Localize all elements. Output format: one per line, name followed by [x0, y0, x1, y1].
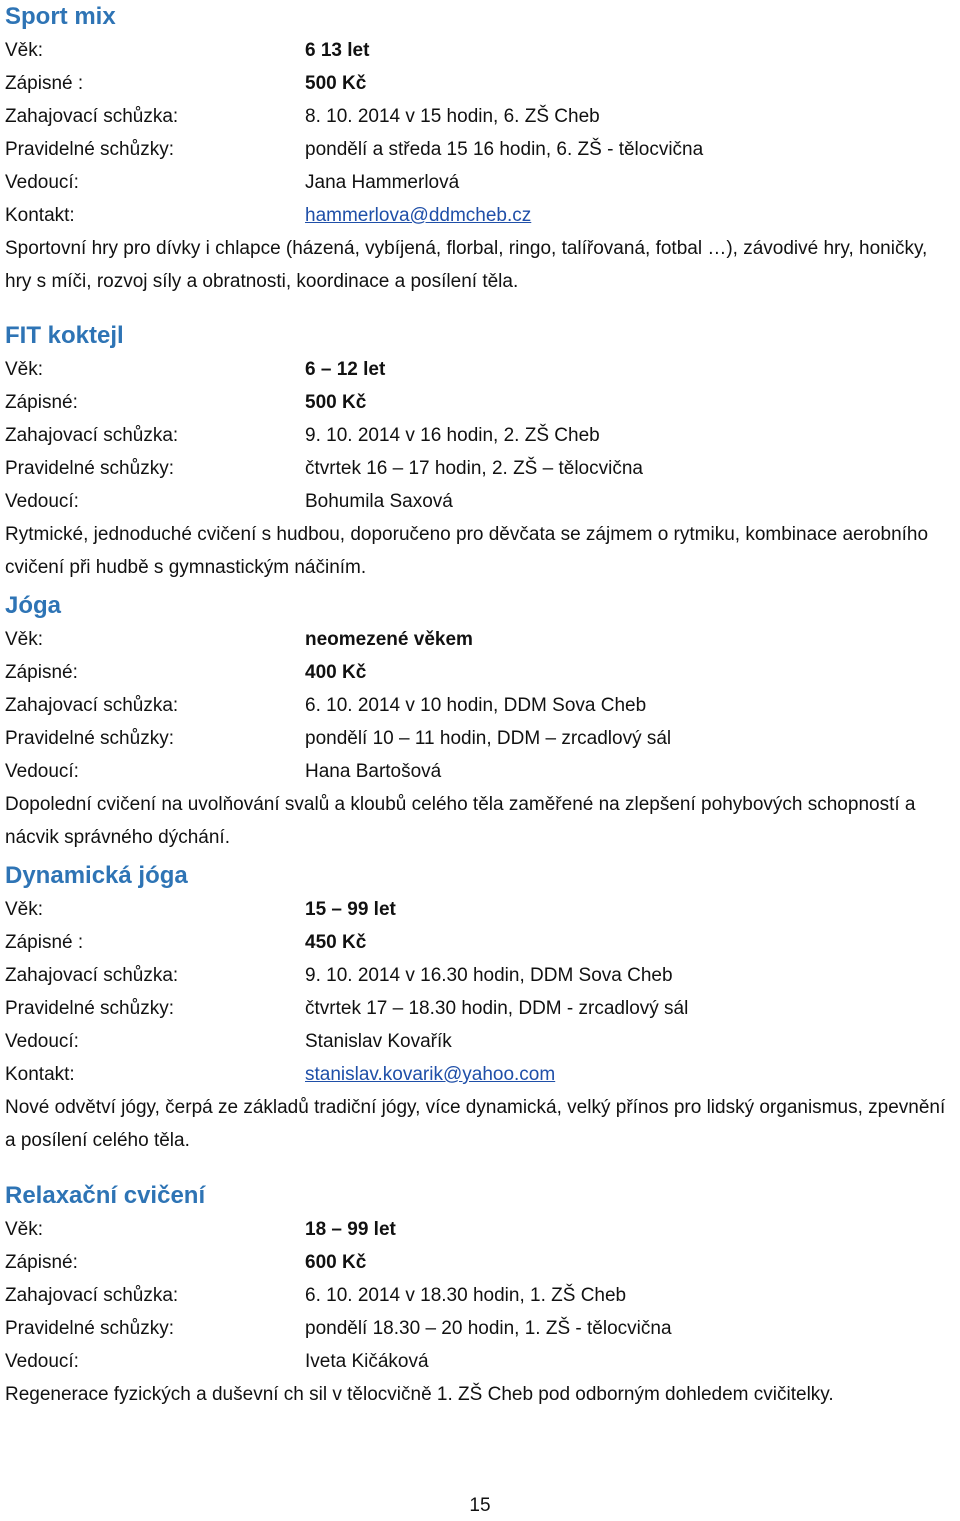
first-meeting-value: 9. 10. 2014 v 16.30 hodin, DDM Sova Cheb — [305, 965, 673, 986]
section-description: Rytmické, jednoduché cvičení s hudbou, doporučeno pro děvčata se zájmem o rytmiku, kombinace aerobního cvičení při hudbě s gymnastickým náčiním. — [5, 524, 929, 578]
info-row-fee — [5, 386, 957, 419]
age-value: 15 – 99 let — [305, 899, 396, 920]
info-row-regular-meetings — [5, 1312, 957, 1345]
info-row-regular-meetings — [5, 722, 957, 755]
regular-meetings-label: Pravidelné schůzky: — [5, 139, 174, 160]
age-label: Věk: — [5, 629, 44, 650]
leader-value: Stanislav Kovařík — [305, 1031, 452, 1052]
first-meeting-label: Zahajovací schůzka: — [5, 425, 179, 446]
info-row-first-meeting — [5, 100, 957, 133]
section-relaxacni-cviceni — [5, 1179, 957, 1411]
fee-value: 450 Kč — [305, 932, 367, 953]
contact-email-link[interactable]: stanislav.kovarik@yahoo.com — [305, 1064, 556, 1085]
info-row-contact — [5, 1058, 957, 1091]
info-row-fee — [5, 926, 957, 959]
info-row-regular-meetings — [5, 452, 957, 485]
section-title: Relaxační cvičení — [5, 1182, 206, 1209]
regular-meetings-value: pondělí 18.30 – 20 hodin, 1. ZŠ - tělocvična — [305, 1318, 672, 1339]
fee-value: 500 Kč — [305, 392, 367, 413]
info-row-age — [5, 623, 957, 656]
contact-email-link[interactable]: hammerlova@ddmcheb.cz — [305, 205, 532, 226]
section-fit-koktejl — [5, 319, 957, 584]
first-meeting-value: 9. 10. 2014 v 16 hodin, 2. ZŠ Cheb — [305, 425, 600, 446]
fee-value: 500 Kč — [305, 73, 367, 94]
info-row-leader — [5, 1025, 957, 1058]
info-row-age — [5, 353, 957, 386]
leader-label: Vedoucí: — [5, 172, 79, 193]
section-description: Sportovní hry pro dívky i chlapce (házená, vybíjená, florbal, ringo, talířovaná, fotbal …), závodivé hry, honičky, hry s míči, rozvoj síly a obratnosti, koordinace a posílení těla. — [5, 238, 928, 292]
regular-meetings-label: Pravidelné schůzky: — [5, 1318, 174, 1339]
section-title: Sport mix — [5, 3, 116, 30]
age-value: 6 – 12 let — [305, 359, 386, 380]
fee-label: Zápisné: — [5, 392, 78, 413]
first-meeting-label: Zahajovací schůzka: — [5, 965, 179, 986]
age-label: Věk: — [5, 1219, 44, 1240]
leader-value: Iveta Kičáková — [305, 1351, 429, 1372]
info-row-first-meeting — [5, 959, 957, 992]
first-meeting-value: 6. 10. 2014 v 18.30 hodin, 1. ZŠ Cheb — [305, 1285, 627, 1306]
leader-label: Vedoucí: — [5, 1351, 79, 1372]
age-label: Věk: — [5, 899, 44, 920]
regular-meetings-label: Pravidelné schůzky: — [5, 998, 174, 1019]
info-row-first-meeting — [5, 1279, 957, 1312]
age-value: 18 – 99 let — [305, 1219, 396, 1240]
leader-label: Vedoucí: — [5, 761, 79, 782]
info-row-leader — [5, 755, 957, 788]
leader-label: Vedoucí: — [5, 491, 79, 512]
age-label: Věk: — [5, 359, 44, 380]
regular-meetings-label: Pravidelné schůzky: — [5, 728, 174, 749]
section-joga — [5, 589, 957, 854]
age-value: 6 13 let — [305, 40, 370, 61]
contact-label: Kontakt: — [5, 205, 75, 226]
fee-label: Zápisné: — [5, 1252, 78, 1273]
section-description: Regenerace fyzických a duševní ch sil v tělocvičně 1. ZŠ Cheb pod odborným dohledem cvičitelky. — [5, 1384, 834, 1405]
fee-label: Zápisné : — [5, 932, 84, 953]
info-row-regular-meetings — [5, 133, 957, 166]
fee-label: Zápisné : — [5, 73, 84, 94]
info-row-leader — [5, 166, 957, 199]
contact-label: Kontakt: — [5, 1064, 75, 1085]
info-row-fee — [5, 656, 957, 689]
leader-value: Jana Hammerlová — [305, 172, 460, 193]
first-meeting-label: Zahajovací schůzka: — [5, 1285, 179, 1306]
leader-value: Hana Bartošová — [305, 761, 442, 782]
leader-label: Vedoucí: — [5, 1031, 79, 1052]
section-title: Jóga — [5, 592, 62, 619]
first-meeting-value: 6. 10. 2014 v 10 hodin, DDM Sova Cheb — [305, 695, 647, 716]
regular-meetings-value: čtvrtek 16 – 17 hodin, 2. ZŠ – tělocvična — [305, 458, 643, 479]
first-meeting-label: Zahajovací schůzka: — [5, 695, 179, 716]
info-row-contact — [5, 199, 957, 232]
fee-label: Zápisné: — [5, 662, 78, 683]
fee-value: 400 Kč — [305, 662, 367, 683]
info-row-age — [5, 1213, 957, 1246]
regular-meetings-value: pondělí a středa 15 16 hodin, 6. ZŠ - tělocvična — [305, 139, 704, 160]
info-row-fee — [5, 67, 957, 100]
regular-meetings-label: Pravidelné schůzky: — [5, 458, 174, 479]
leader-value: Bohumila Saxová — [305, 491, 453, 512]
regular-meetings-value: pondělí 10 – 11 hodin, DDM – zrcadlový sál — [305, 728, 672, 749]
first-meeting-value: 8. 10. 2014 v 15 hodin, 6. ZŠ Cheb — [305, 106, 600, 127]
page-number: 15 — [469, 1495, 491, 1516]
info-row-regular-meetings — [5, 992, 957, 1025]
first-meeting-label: Zahajovací schůzka: — [5, 106, 179, 127]
section-title: Dynamická jóga — [5, 862, 188, 889]
section-dynamicka-joga — [5, 859, 957, 1157]
info-row-first-meeting — [5, 689, 957, 722]
age-label: Věk: — [5, 40, 44, 61]
section-description: Dopolední cvičení na uvolňování svalů a kloubů celého těla zaměřené na zlepšení pohybových schopností a nácvik správného dýchání. — [5, 794, 916, 848]
info-row-leader — [5, 485, 957, 518]
fee-value: 600 Kč — [305, 1252, 367, 1273]
section-title: FIT koktejl — [5, 322, 124, 349]
age-value: neomezené věkem — [305, 629, 473, 650]
info-row-leader — [5, 1345, 957, 1378]
info-row-fee — [5, 1246, 957, 1279]
info-row-age — [5, 893, 957, 926]
info-row-first-meeting — [5, 419, 957, 452]
section-sport-mix — [5, 0, 957, 298]
regular-meetings-value: čtvrtek 17 – 18.30 hodin, DDM - zrcadlový sál — [305, 998, 689, 1019]
section-description: Nové odvětví jógy, čerpá ze základů tradiční jógy, více dynamická, velký přínos pro lidský organismus, zpevnění a posílení celého těla. — [5, 1097, 946, 1151]
info-row-age — [5, 34, 957, 67]
